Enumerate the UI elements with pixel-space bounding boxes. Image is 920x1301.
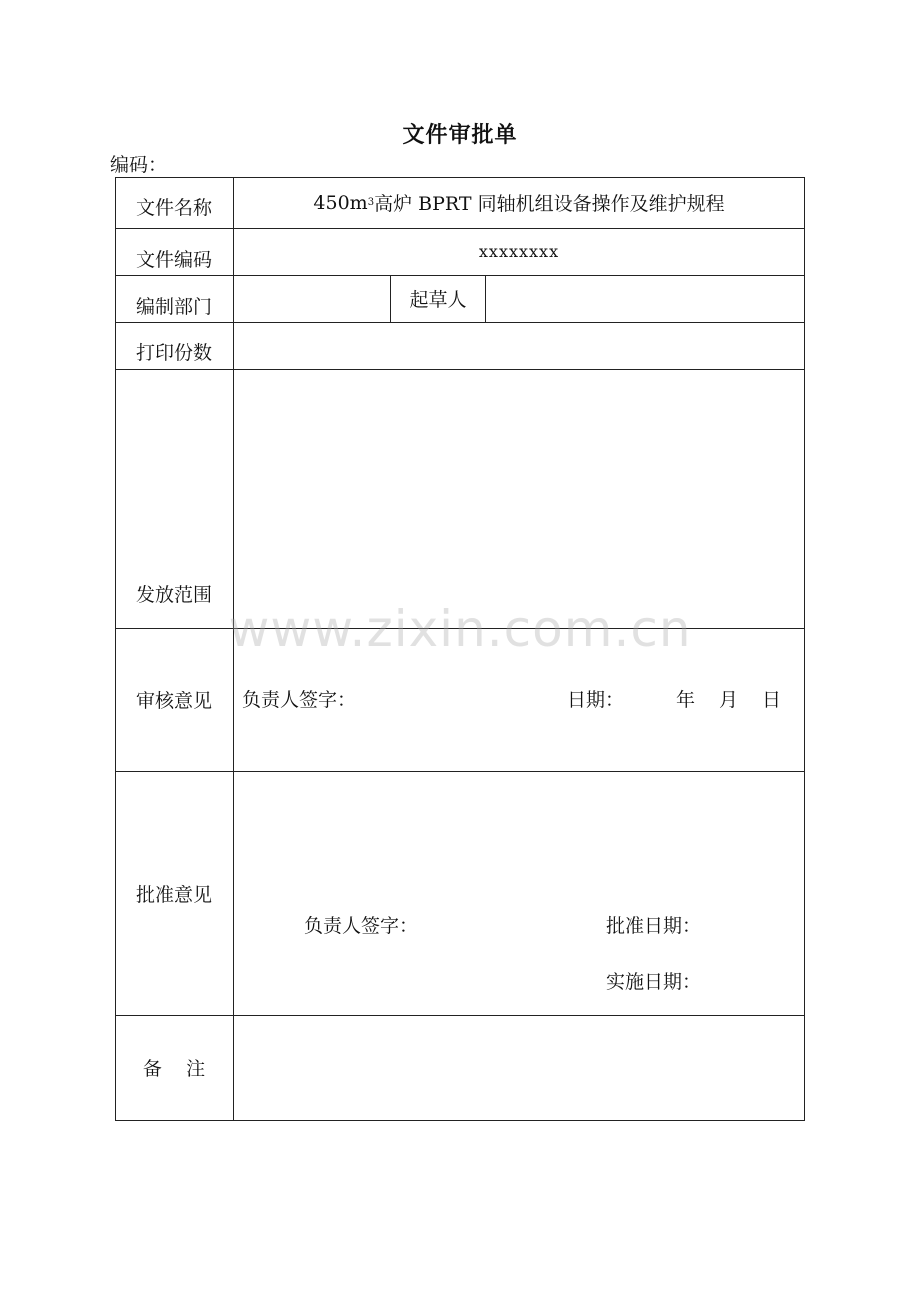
review-year: 年 <box>676 689 696 711</box>
remarks-label: 备 注 <box>142 1058 206 1080</box>
file-name-suffix: 高炉 BPRT 同轴机组设备操作及维护规程 <box>374 193 725 215</box>
remarks-value <box>234 1015 804 1120</box>
department-label: 编制部门 <box>135 295 212 318</box>
department-value <box>234 275 390 322</box>
distribution-value <box>234 369 804 628</box>
form-border-bottom <box>115 1120 805 1121</box>
document-title: 文件审批单 <box>402 123 518 148</box>
file-name-value <box>234 177 804 228</box>
file-code-label: 文件编码 <box>135 248 212 271</box>
drafter-label: 起草人 <box>409 289 467 311</box>
print-copies-label: 打印份数 <box>135 341 212 364</box>
print-copies-value <box>234 322 804 369</box>
review-signature-label: 负责人签字： <box>242 689 357 711</box>
review-date-label: 日期： <box>567 689 625 711</box>
distribution-label: 发放范围 <box>135 584 212 606</box>
approval-signature-label: 负责人签字： <box>304 915 419 937</box>
approval-label: 批准意见 <box>135 883 212 906</box>
review-day: 日 <box>762 689 782 711</box>
file-code-value: xxxxxxxx <box>478 242 560 261</box>
file-name-label: 文件名称 <box>135 197 212 219</box>
file-name-prefix: 450m <box>313 191 368 214</box>
document-code-label: 编码： <box>110 154 168 176</box>
watermark: www.zixin.com.cn <box>228 600 692 658</box>
review-month: 月 <box>719 689 739 711</box>
effective-date-label: 实施日期： <box>606 971 702 993</box>
file-name-superscript: 3 <box>367 197 375 208</box>
approval-date-label: 批准日期： <box>606 915 702 937</box>
review-label: 审核意见 <box>135 690 212 712</box>
drafter-value <box>486 275 804 322</box>
